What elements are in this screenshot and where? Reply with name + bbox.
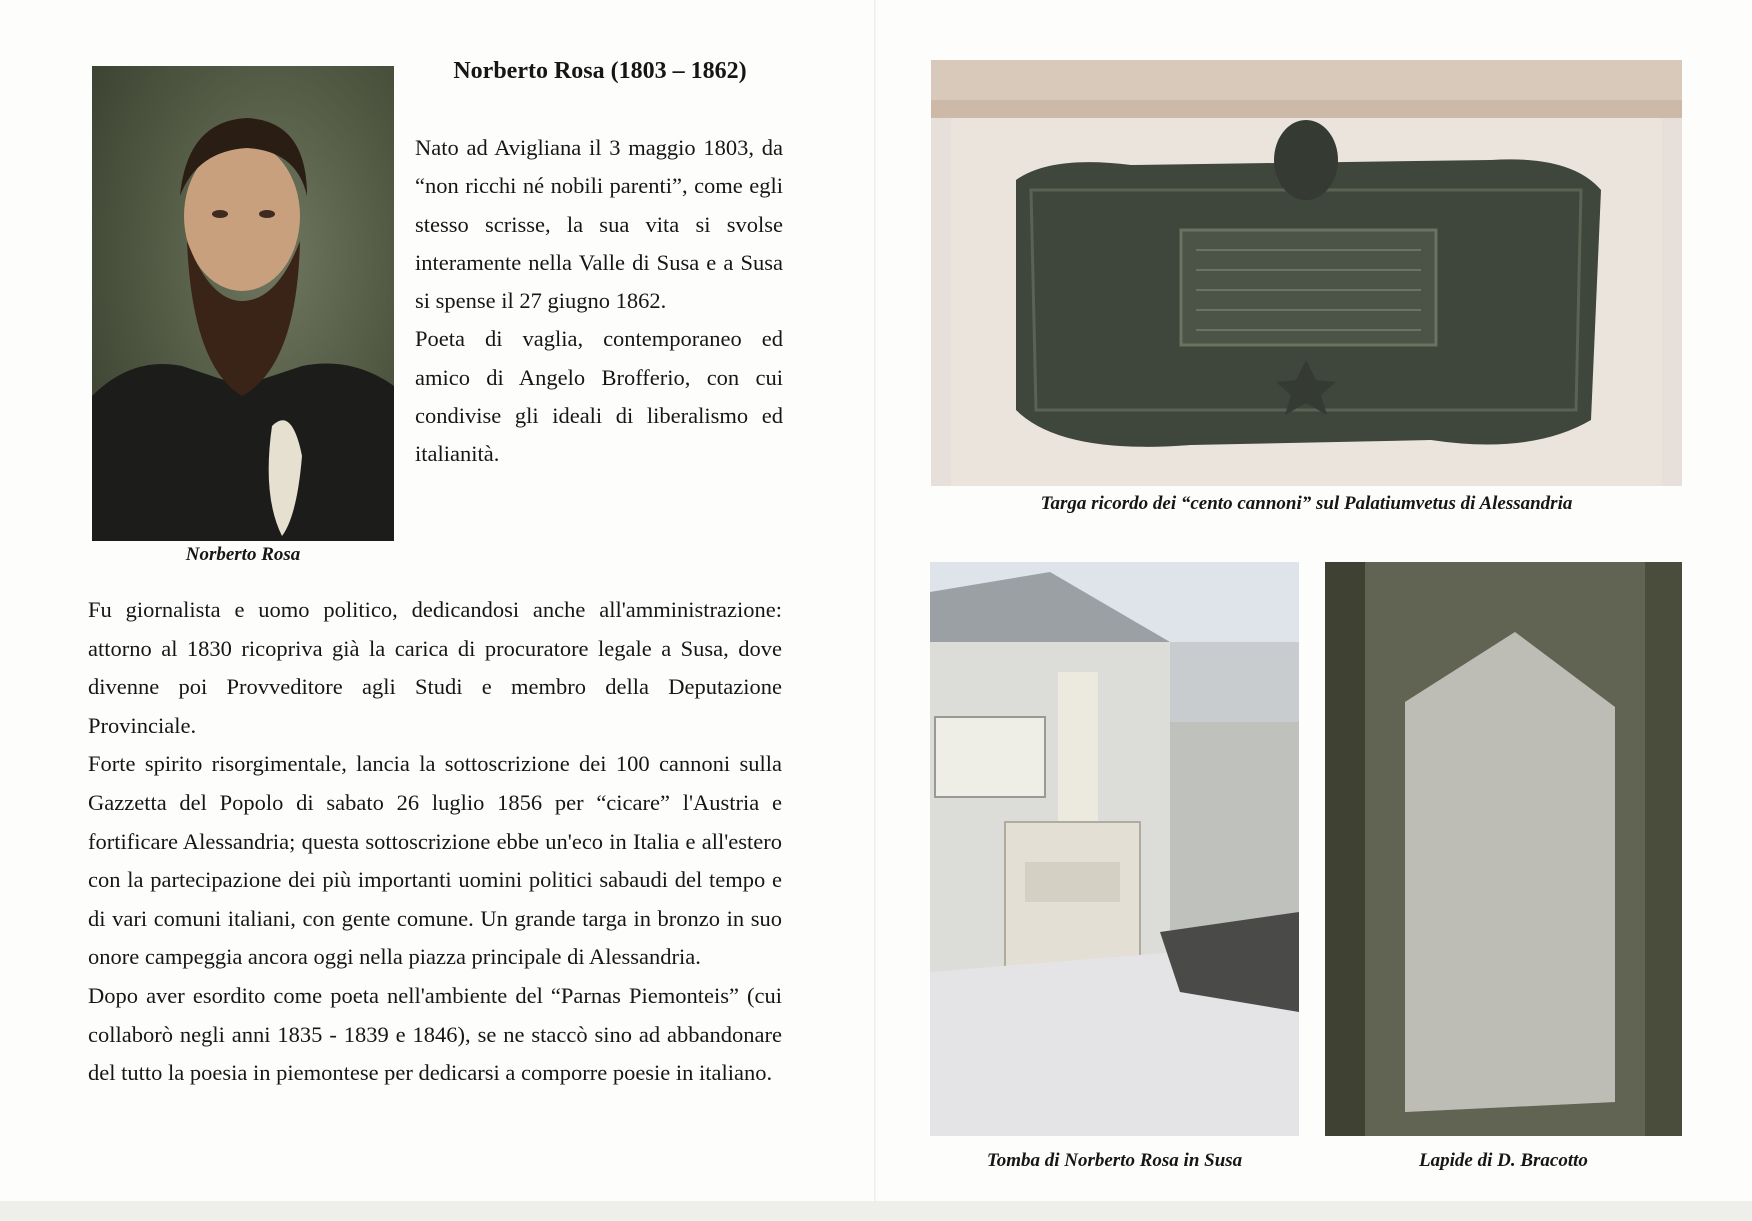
tomb-caption: Tomba di Norberto Rosa in Susa — [986, 1150, 1243, 1171]
plaque-caption: Targa ricordo dei “cento cannoni” sul Palatiumvetus di Alessandria — [1040, 493, 1573, 514]
tomb-photo — [930, 562, 1299, 1136]
intro-paragraph-2: Poeta di vaglia, contemporaneo ed amico di Angelo Brofferio, con cui condivise gli ideali di liberalismo ed italianità. — [415, 326, 783, 467]
plaque-photo — [931, 60, 1682, 486]
tomb-drawing — [930, 562, 1299, 1136]
portrait-drawing — [92, 66, 394, 541]
body-paragraph-2: Forte spirito risorgimentale, lancia la sottoscrizione dei 100 cannoni sulla Gazzetta del Popolo di sabato 26 luglio 1856 per “cicare” l'Austria e fortificare Alessandria; questa sottoscrizione ebbe un'eco in Italia e all'estero con la partecipazione dei più importanti uomini politici sabaudi del tempo e di vari comuni italiani, con gente comune. Un grande targa in bronzo in suo onore campeggia ancora oggi nella piazza principale di Alessandria. — [88, 751, 782, 970]
lapide-caption: Lapide di D. Bracotto — [1419, 1150, 1588, 1171]
body-paragraph-1: Fu giornalista e uomo politico, dedicandosi anche all'amministrazione: attorno al 1830 ricopriva già la carica di procuratore legale a Susa, dove divenne poi Provveditore agli Studi e membro della Deputazione Provinciale. — [88, 597, 782, 738]
portrait-caption: Norberto Rosa — [185, 544, 301, 565]
intro-text — [415, 129, 783, 474]
body-paragraph-3: Dopo aver esordito come poeta nell'ambiente del “Parnas Piemonteis” (cui collaborò negli anni 1835 - 1839 e 1846), se ne staccò sino ad abbandonare del tutto la poesia in piemontese per dedicarsi a comporre poesie in italiano. — [88, 982, 782, 1086]
portrait-image — [92, 66, 394, 541]
plaque-drawing — [931, 60, 1682, 486]
body-text — [88, 591, 782, 1093]
page-title: Norberto Rosa (1803 – 1862) — [453, 58, 747, 84]
scan-bottom-edge — [0, 1201, 1752, 1221]
lapide-drawing — [1325, 562, 1682, 1136]
lapide-photo — [1325, 562, 1682, 1136]
intro-paragraph-1: Nato ad Avigliana il 3 maggio 1803, da “non ricchi né nobili parenti”, come egli stesso scrisse, la sua vita si svolse interamente nella Valle di Susa e a Susa si spense il 27 giugno 1862. — [415, 135, 783, 314]
